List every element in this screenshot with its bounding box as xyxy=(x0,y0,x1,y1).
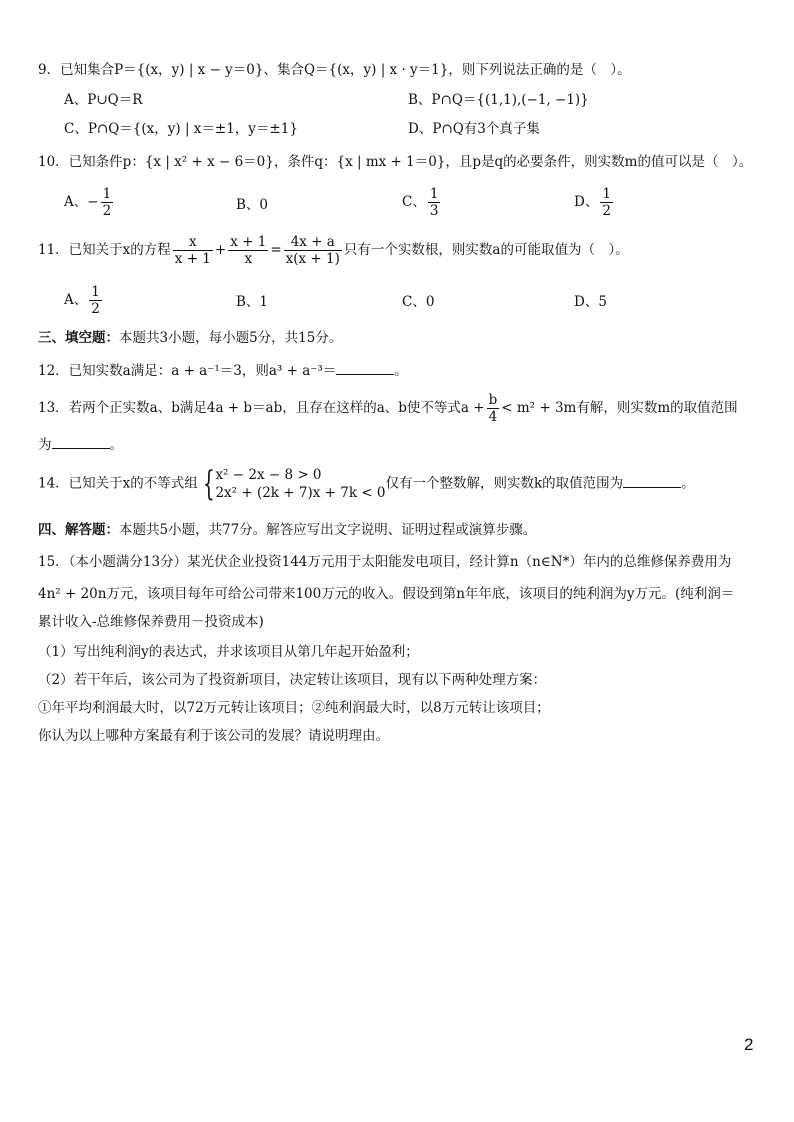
q14-stem xyxy=(38,466,695,502)
q13-line-2 xyxy=(38,434,123,455)
q10-option-a xyxy=(64,186,115,219)
q15-part-2: （2）若干年后，该公司为了投资新项目，决定转让该项目，现有以下两种处理方案： xyxy=(38,672,547,688)
numerator: x + 1 xyxy=(230,234,267,250)
equals-sign: = xyxy=(270,242,282,258)
section-4-title: 四、解答题： xyxy=(38,522,119,538)
q14-prefix: 14．已知关于x的不等式组 xyxy=(38,475,198,492)
q10-option-c-prefix: C、 xyxy=(402,194,426,210)
denominator: x xyxy=(244,251,253,267)
numerator: b xyxy=(488,392,498,408)
fraction xyxy=(173,234,213,267)
answer-blank xyxy=(52,434,110,449)
q13-prefix: 13．若两个正实数a、b满足4a + b＝ab，且存在这样的a、b使不等式a + xyxy=(38,400,485,416)
fraction xyxy=(428,186,441,219)
q11-prefix: 11．已知关于x的方程 xyxy=(38,242,171,258)
q9-option-b: B、P∩Q＝{(1,1),(−1, −1)} xyxy=(408,92,589,108)
q11-option-c: C、0 xyxy=(402,294,435,310)
q10-option-d-prefix: D、 xyxy=(574,194,599,210)
brace-symbol: { xyxy=(202,464,215,504)
inequality-2: 2x² + (2k + 7)x + 7k < 0 xyxy=(215,485,386,501)
fraction xyxy=(487,392,500,425)
q13-line-2-text: 为 xyxy=(38,437,52,453)
q13-stem xyxy=(38,392,738,425)
section-3-heading xyxy=(38,328,342,348)
q10-option-d xyxy=(574,186,615,219)
denominator: 2 xyxy=(102,203,112,219)
section-3-description: 本题共3小题，每小题5分，共15分。 xyxy=(119,330,343,346)
inequality-lines xyxy=(215,466,385,502)
q9-option-d: D、P∩Q有3个真子集 xyxy=(408,121,540,137)
q15-part-1: （1）写出纯利润y的表达式，并求该项目从第几年起开始盈利； xyxy=(38,644,419,660)
denominator: 2 xyxy=(602,203,611,219)
q11-suffix: 只有一个实数根，则实数a的可能取值为（ ）。 xyxy=(343,242,629,258)
q12-end: 。 xyxy=(394,363,408,379)
q9-option-c: C、P∩Q＝{(x，y) | x＝±1，y＝±1} xyxy=(64,121,298,137)
q13-suffix: < m² + 3m有解，则实数m的取值范围 xyxy=(501,400,738,416)
numerator: 1 xyxy=(602,186,611,202)
numerator: 1 xyxy=(429,186,439,202)
q9-stem: 9．已知集合P＝{(x，y) | x − y＝0}、集合Q＝{(x，y) | x · y＝1}，则下列说法正确的是（ ）。 xyxy=(38,62,631,78)
fraction xyxy=(284,234,342,267)
q15-question: 你认为以上哪种方案最有利于该公司的发展？请说明理由。 xyxy=(38,728,389,744)
fraction xyxy=(89,284,102,317)
numerator: 4x + a xyxy=(284,234,342,251)
answer-blank xyxy=(336,360,394,375)
numerator: x xyxy=(173,234,213,251)
numerator: 1 xyxy=(102,186,112,202)
q11-option-b: B、1 xyxy=(236,294,269,310)
denominator: x(x + 1) xyxy=(285,251,340,267)
q9-option-a: A、P∪Q＝R xyxy=(64,92,143,108)
q11-option-a xyxy=(64,284,104,317)
page-number: 2 xyxy=(744,1035,754,1054)
q15-line-3: 累计收入-总维修保养费用－投资成本) xyxy=(38,614,264,630)
q15-line-2: 4n² + 20n万元，该项目每年可给公司带来100万元的收入。假设到第n年年底，该项目的纯利润为y万元。(纯利润＝ xyxy=(38,586,735,602)
q12-stem xyxy=(38,360,408,381)
q11-option-a-prefix: A、 xyxy=(64,292,88,308)
answer-blank xyxy=(623,473,681,488)
q10-option-b: B、0 xyxy=(236,197,269,213)
section-4-heading xyxy=(38,520,536,540)
q10-stem: 10．已知条件p：{x | x² + x − 6＝0}，条件q：{x | mx + 1＝0}，且p是q的必要条件，则实数m的值可以是（ ）。 xyxy=(38,154,753,170)
q10-option-c xyxy=(402,186,442,219)
q12-text: 12．已知实数a满足：a + a⁻¹＝3，则a³ + a⁻³＝ xyxy=(38,363,337,379)
q14-suffix: 仅有一个整数解，则实数k的取值范围为 xyxy=(385,475,624,492)
q15-plans: ①年平均利润最大时，以72万元转让该项目；②纯利润最大时，以8万元转让该项目； xyxy=(38,700,550,716)
q10-option-a-prefix: A、− xyxy=(64,194,99,210)
numerator: 1 xyxy=(91,284,100,300)
denominator: 4 xyxy=(488,409,498,425)
q13-end: 。 xyxy=(109,437,123,453)
denominator: 3 xyxy=(429,203,439,219)
plus-sign: + xyxy=(214,242,227,258)
q14-end: 。 xyxy=(681,475,695,492)
denominator: x + 1 xyxy=(174,251,211,267)
q11-stem xyxy=(38,234,629,267)
fraction xyxy=(228,234,268,267)
fraction xyxy=(600,186,613,219)
section-3-title: 三、填空题： xyxy=(38,330,119,346)
section-4-description: 本题共5小题，共77分。解答应写出文字说明、证明过程或演算步骤。 xyxy=(119,522,537,538)
q11-option-d: D、5 xyxy=(574,294,607,310)
inequality-1: x² − 2x − 8 > 0 xyxy=(215,467,322,483)
q15-line-1: 15．（本小题满分13分）某光伏企业投资144万元用于太阳能发电项目，经计算n（n∈N*）年内的总维修保养费用为 xyxy=(38,554,732,570)
inequality-system xyxy=(198,466,386,502)
fraction xyxy=(101,186,114,219)
denominator: 2 xyxy=(91,301,100,317)
